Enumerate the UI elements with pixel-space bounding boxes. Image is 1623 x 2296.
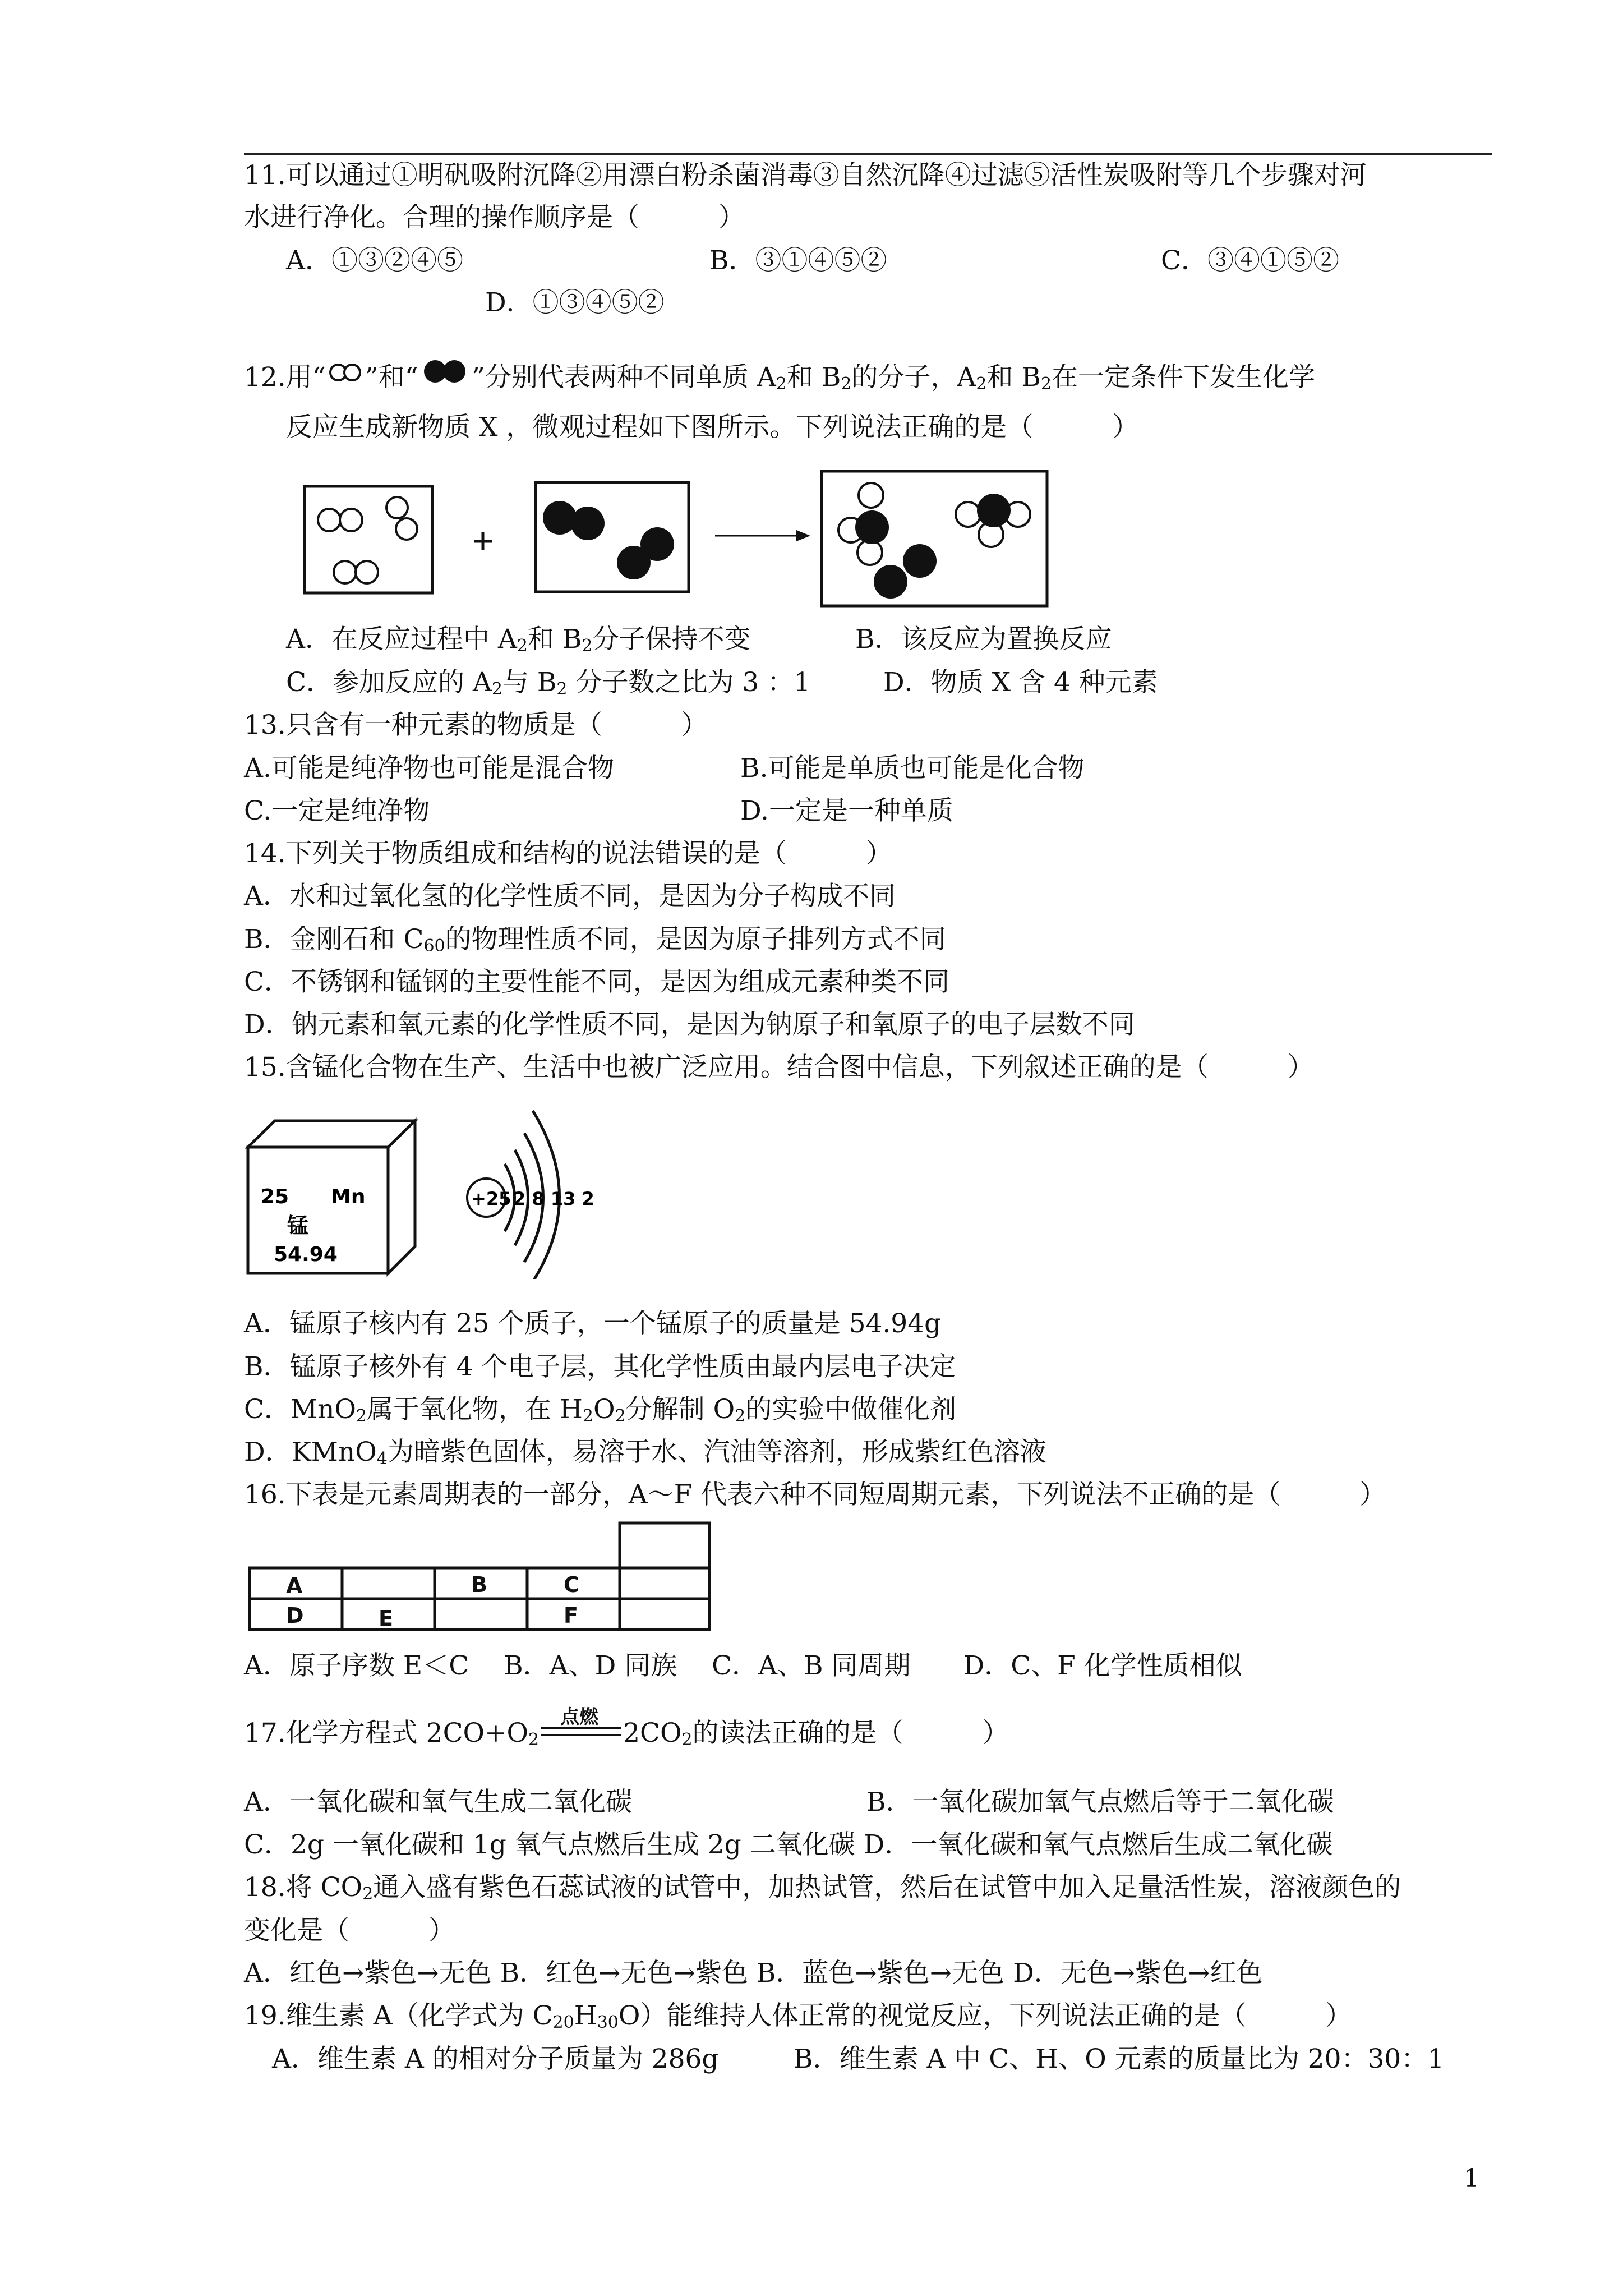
cell-f: F (564, 1603, 578, 1628)
q11-option-a: A．①③②④⑤ (286, 245, 463, 276)
cell-b: B (471, 1572, 487, 1597)
element-name: 锰 (287, 1213, 309, 1238)
element-mass: 54.94 (274, 1243, 338, 1266)
q14-stem: 14.下列关于物质组成和结构的说法错误的是（ ） (244, 838, 892, 869)
q19-option-a: A．维生素 A 的相对分子质量为 286g (272, 2044, 719, 2074)
cell-c: C (564, 1572, 579, 1597)
q16-options: A．原子序数 E＜C B．A、D 同族 C．A、B 同周期 D．C、F 化学性质相似 (244, 1650, 1242, 1681)
black-molecule-icon (418, 359, 472, 387)
q15-option-b: B．锰原子核外有 4 个电子层，其化学性质由最内层电子决定 (244, 1351, 956, 1382)
q17-options-cd: C．2g 一氧化碳和 1g 氧气点燃后生成 2g 二氧化碳 D．一氧化碳和氧气点燃后生成二氧化碳 (244, 1829, 1333, 1860)
q19-option-b: B．维生素 A 中 C、H、O 元素的质量比为 20：30：1 (794, 2044, 1445, 2074)
q12-option-a: A．在反应过程中 $A_2$和 $B_2$分子保持不变 (286, 624, 751, 656)
element-symbol: Mn (331, 1185, 366, 1208)
nucleus-charge: +25 (471, 1188, 511, 1209)
white-molecule-icon (326, 362, 365, 387)
reaction-diagram (303, 468, 1054, 616)
q14-option-b: B．金刚石和 $C_{60}$的物理性质不同，是因为原子排列方式不同 (244, 924, 946, 956)
electron-shells: 2 8 13 2 (513, 1188, 594, 1209)
q13-option-d: D.一定是一种单质 (740, 795, 953, 826)
q17-stem: 17.化学方程式 $2CO+O_2$ 点燃 $2CO_2$的读法正确的是（ ） (244, 1706, 1009, 1750)
cell-e: E (379, 1606, 393, 1631)
q18-options: A．红色→紫色→无色 B．红色→无色→紫色 B．蓝色→紫色→无色 D．无色→紫色→红色 (244, 1958, 1263, 1989)
q12-stem-line1: 12.用“ ”和“ ”分别代表两种不同单质 $A_2$和 $B_2$的分子，$A_2$和 $B_2$在一定条件下发生化学 (244, 359, 1315, 394)
q19-stem: 19.维生素 A（化学式为 $C_{20}H_{30}O$）能维持人体正常的视觉反应，下列说法正确的是（ ） (244, 2000, 1352, 2032)
q17-option-b: B．一氧化碳加氧气点燃后等于二氧化碳 (866, 1787, 1334, 1818)
q12-stem-line2: 反应生成新物质 X ，微观过程如下图所示。下列说法正确的是（ ） (286, 412, 1139, 443)
q11-stem-line1: 11.可以通过①明矾吸附沉降②用漂白粉杀菌消毒③自然沉降④过滤⑤活性炭吸附等几个步骤对河 (244, 160, 1367, 191)
element-number: 25 (261, 1185, 289, 1208)
q18-stem-line1: 18.将 $CO_2$通入盛有紫色石蕊试液的试管中，加热试管，然后在试管中加入足量活性炭，溶液颜色的 (244, 1872, 1401, 1904)
manganese-element-figure (241, 1094, 606, 1281)
q14-option-a: A．水和过氧化氢的化学性质不同，是因为分子构成不同 (244, 881, 896, 912)
header-rule (244, 153, 1492, 155)
q15-option-c: C．MnO$_2$属于氧化物，在 $H_2O_2$分解制 $O_2$的实验中做催化剂 (244, 1394, 957, 1426)
q11-option-c: C．③④①⑤② (1161, 245, 1339, 276)
q11-option-b: B．③①④⑤② (709, 245, 887, 276)
q13-option-a: A.可能是纯净物也可能是混合物 (244, 753, 614, 784)
q18-stem-line2: 变化是（ ） (244, 1915, 455, 1946)
cell-d: D (286, 1603, 304, 1628)
q15-option-d: D．KMnO$_4$为暗紫色固体，易溶于水、汽油等溶剂，形成紫红色溶液 (244, 1437, 1046, 1469)
q11-stem-line2: 水进行净化。合理的操作顺序是（ ） (244, 202, 745, 233)
q13-option-c: C.一定是纯净物 (244, 795, 430, 826)
q14-option-c: C．不锈钢和锰钢的主要性能不同，是因为组成元素种类不同 (244, 967, 949, 997)
q17-option-a: A．一氧化碳和氧气生成二氧化碳 (244, 1787, 632, 1818)
q13-option-b: B.可能是单质也可能是化合物 (740, 753, 1085, 784)
q15-option-a: A．锰原子核内有 25 个质子，一个锰原子的质量是 54.94g (244, 1308, 942, 1339)
q14-option-d: D．钠元素和氧元素的化学性质不同，是因为钠原子和氧原子的电子层数不同 (244, 1009, 1135, 1040)
q11-option-d: D．①③④⑤② (485, 287, 665, 318)
q15-stem: 15.含锰化合物在生产、生活中也被广泛应用。结合图中信息，下列叙述正确的是（ ） (244, 1052, 1314, 1083)
q12-option-c: C．参加反应的 $A_2$与 $B_2$ 分子数之比为 3 ：1 (286, 667, 811, 699)
q12-option-d: D．物质 X 含 4 种元素 (883, 667, 1158, 698)
q16-stem: 16.下表是元素周期表的一部分，A～F 代表六种不同短周期元素，下列说法不正确的是（ ） (244, 1479, 1386, 1510)
periodic-table-fragment (247, 1520, 712, 1635)
cell-a: A (286, 1573, 303, 1598)
q13-stem: 13.只含有一种元素的物质是（ ） (244, 710, 708, 740)
reaction-condition: 点燃 (539, 1722, 623, 1744)
page-number: 1 (1464, 2164, 1479, 2193)
q12-option-b: B．该反应为置换反应 (855, 624, 1112, 655)
